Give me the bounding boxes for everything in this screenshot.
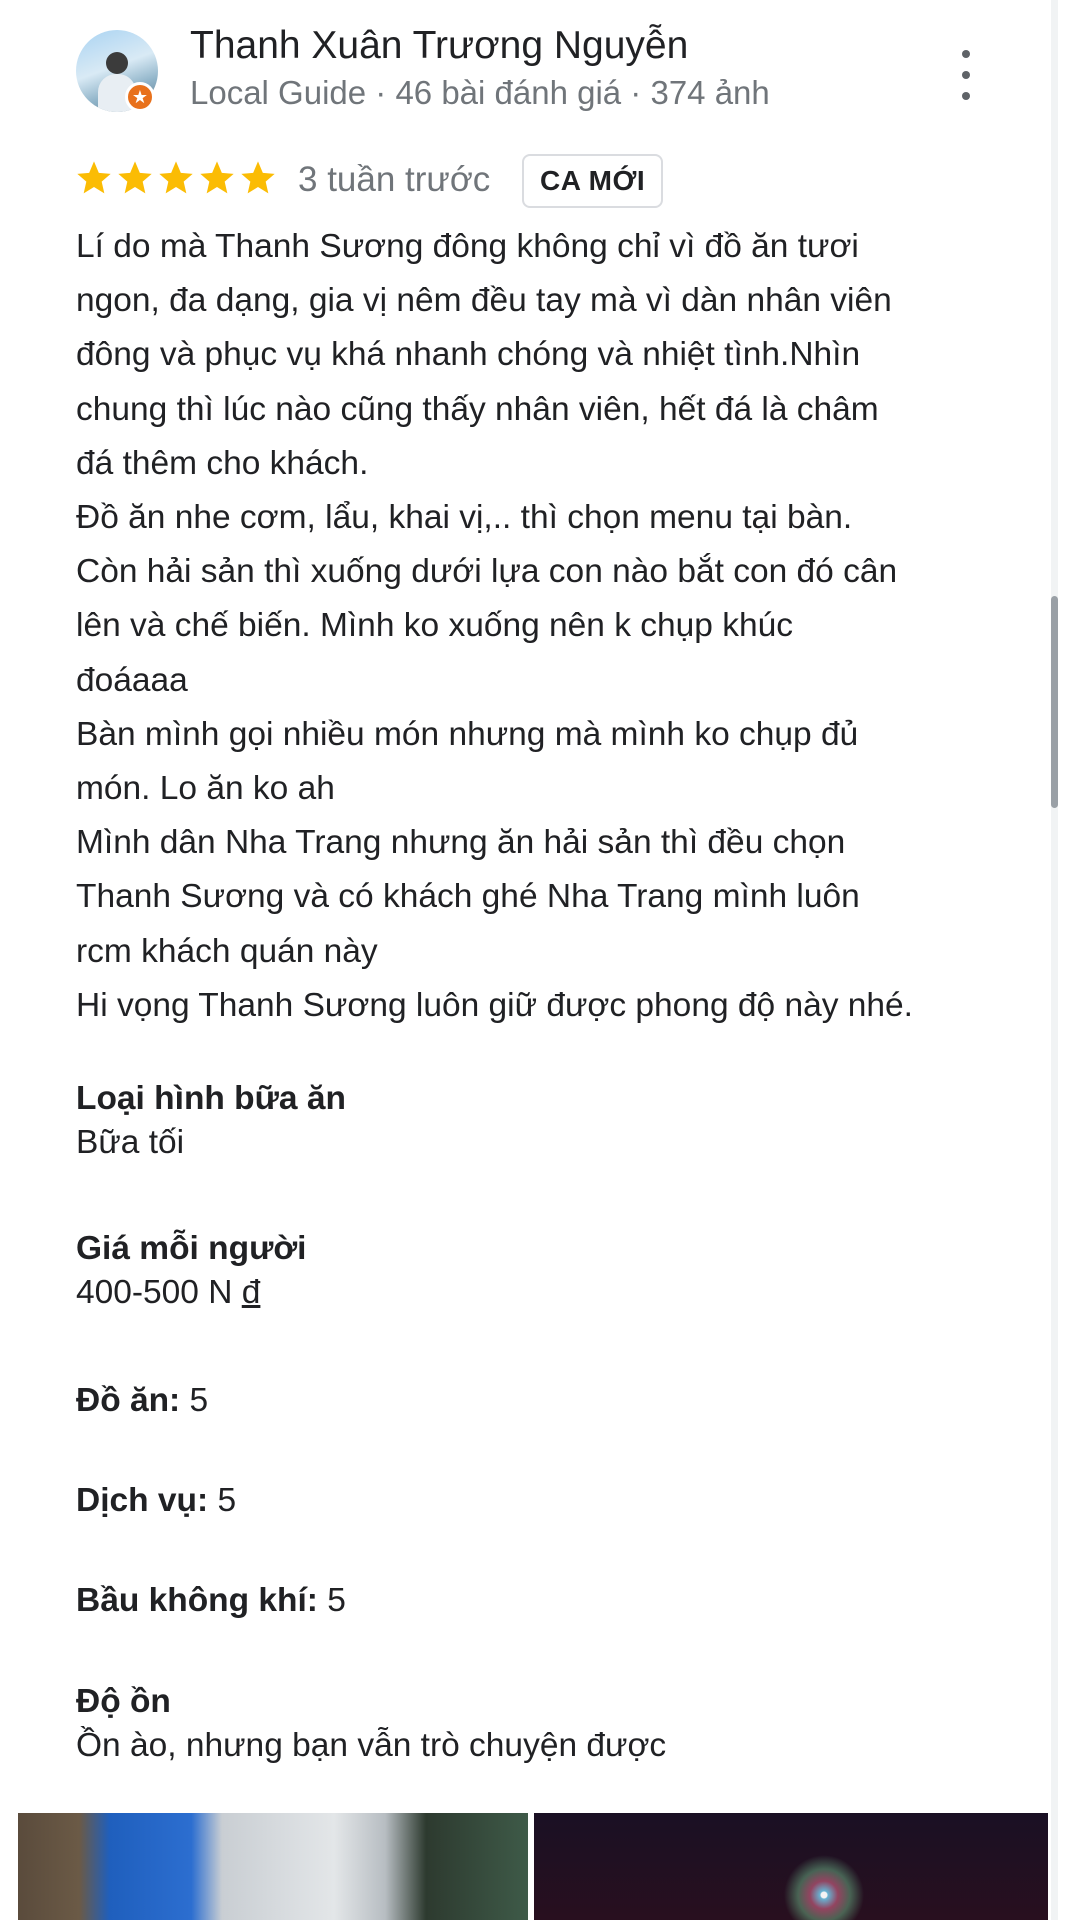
star-icon — [115, 158, 155, 198]
review-text-line: Hi vọng Thanh Sương luôn giữ được phong độ này nhé. — [76, 986, 913, 1024]
scrollbar[interactable] — [1051, 0, 1058, 1920]
noise-label: Độ ồn — [76, 1683, 171, 1720]
star-icon — [238, 158, 278, 198]
more-vert-icon — [962, 71, 970, 79]
avatar-figure-head — [106, 52, 128, 74]
food-score — [76, 1382, 208, 1420]
star-icon — [156, 158, 196, 198]
atmosphere-score — [76, 1582, 346, 1620]
review-text-line: Lí do mà Thanh Sương đông không chỉ vì đồ ăn tươi — [76, 228, 859, 265]
review-text-line: Thanh Sương và có khách ghé Nha Trang mình luôn — [76, 878, 860, 916]
review-text-line: chung thì lúc nào cũng thấy nhân viên, hết đá là châm — [76, 390, 879, 428]
review-text-line: đông và phục vụ khá nhanh chóng và nhiệt tình.Nhìn — [76, 336, 861, 374]
service-value: 5 — [208, 1482, 237, 1519]
local-guide-star-icon: ★ — [125, 82, 155, 112]
meal-type — [76, 1080, 346, 1162]
star-icon — [197, 158, 237, 198]
review-text-line: đoáaaa — [76, 661, 188, 699]
more-vert-icon — [962, 50, 970, 58]
service-score — [76, 1482, 236, 1520]
more-vert-icon — [962, 92, 970, 100]
star-icon — [74, 158, 114, 198]
price-value — [76, 1274, 306, 1312]
scrollbar-thumb[interactable] — [1051, 596, 1058, 808]
review-text-line: món. Lo ăn ko ah — [76, 770, 335, 808]
more-options-button[interactable] — [946, 50, 986, 100]
price-per-person — [76, 1230, 306, 1312]
review-photo[interactable] — [18, 1813, 528, 1920]
review-text-line: Còn hải sản thì xuống dưới lựa con nào bắt con đó cân — [76, 553, 898, 591]
new-tag-badge: CA MỚI — [522, 154, 663, 208]
star-rating — [74, 158, 279, 198]
price-currency: đ — [241, 1274, 261, 1311]
review-text-line: ngon, đa dạng, gia vị nêm đều tay mà vì dàn nhân viên — [76, 282, 892, 320]
author-meta: Local Guide · 46 bài đánh giá · 374 ảnh — [190, 74, 770, 111]
author-name[interactable]: Thanh Xuân Trương Nguyễn — [190, 24, 689, 67]
review-text-line: rcm khách quán này — [76, 932, 378, 970]
review-text-line: lên và chế biến. Mình ko xuống nên k chụp khúc — [76, 607, 793, 645]
review-photo[interactable] — [534, 1813, 1048, 1920]
service-label: Dịch vụ: — [76, 1482, 209, 1519]
food-label: Đồ ăn: — [76, 1382, 181, 1419]
review-time: 3 tuần trước — [298, 160, 491, 199]
noise-level — [76, 1683, 666, 1765]
meal-type-value: Bữa tối — [76, 1124, 185, 1161]
meal-type-label: Loại hình bữa ăn — [76, 1080, 346, 1117]
noise-value: Ồn ào, nhưng bạn vẫn trò chuyện được — [76, 1727, 667, 1764]
price-label: Giá mỗi người — [76, 1230, 307, 1267]
atmosphere-label: Bầu không khí: — [76, 1582, 318, 1619]
review-text-line: Bàn mình gọi nhiều món nhưng mà mình ko chụp đủ — [76, 715, 859, 753]
review-text — [76, 220, 996, 1033]
review-text-line: Mình dân Nha Trang nhưng ăn hải sản thì đều chọn — [76, 824, 846, 862]
food-value: 5 — [180, 1382, 209, 1419]
firework-graphic — [784, 1855, 864, 1920]
review-text-line: đá thêm cho khách. — [76, 444, 369, 482]
price-amount: 400-500 N — [76, 1274, 242, 1311]
atmosphere-value: 5 — [317, 1582, 346, 1619]
review-text-line: Đồ ăn nhe cơm, lẩu, khai vị,.. thì chọn menu tại bàn. — [76, 499, 853, 537]
